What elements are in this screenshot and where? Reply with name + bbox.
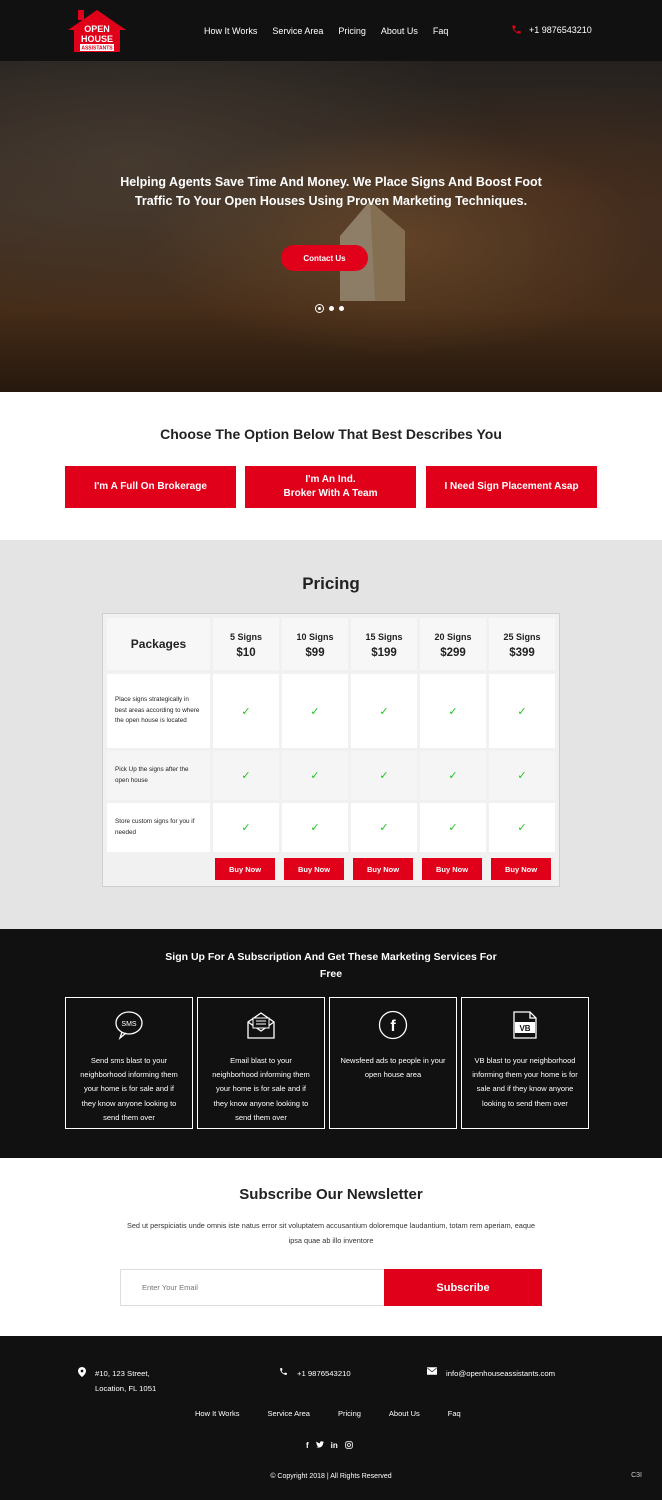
- buy-now-button-3[interactable]: Buy Now: [353, 858, 413, 880]
- footer-email[interactable]: [427, 1366, 555, 1381]
- header-phone-number: +1 9876543210: [529, 24, 592, 35]
- main-nav: [204, 0, 463, 61]
- hero-headline: Helping Agents Save Time And Money. We Place Signs And Boost Foot Traffic To Your Open Houses Using Proven Marketing Techniques.: [120, 175, 542, 208]
- check-icon: ✓: [517, 822, 527, 834]
- plan-signs: 20 Signs: [434, 632, 472, 642]
- newsletter-subtitle: Sed ut perspiciatis unde omnis iste natus error sit voluptatem accusantium doloremque laudantium, totam rem aperiam, eaque ipsa quae ab illo inventore: [126, 1221, 536, 1245]
- plan-price: $299: [440, 647, 466, 659]
- plan-signs: 5 Signs: [229, 632, 262, 642]
- slider-dot-1[interactable]: [315, 304, 324, 313]
- option-broker-team-button[interactable]: I'm An Ind. Broker With A Team: [245, 466, 416, 508]
- plan-header-1: [213, 618, 279, 670]
- feature-row-2: [107, 751, 210, 800]
- svg-text:VB: VB: [519, 1024, 531, 1033]
- nav-faq[interactable]: Faq: [432, 25, 449, 36]
- nav-how-it-works[interactable]: How It Works: [204, 25, 258, 36]
- plan-header-2: [282, 618, 348, 670]
- service-text: Email blast to your neighborhood informing them your home is for sale and if they know anyone looking to send them over: [212, 1056, 310, 1122]
- linkedin-icon[interactable]: in: [330, 1441, 338, 1450]
- service-card-vb: [461, 997, 589, 1129]
- slider-dot-2[interactable]: [329, 306, 334, 311]
- options-title: Choose The Option Below That Best Describes You: [160, 426, 502, 442]
- pricing-title: Pricing: [302, 574, 360, 593]
- feature-row-1: [107, 674, 210, 748]
- site-footer: [0, 1336, 662, 1500]
- services-title: Sign Up For A Subscription And Get These Marketing Services For Free: [165, 951, 497, 980]
- nav-service-area[interactable]: Service Area: [272, 25, 324, 36]
- feature-row-3: [107, 803, 210, 852]
- service-text: Send sms blast to your neighborhood informing them your home is for sale and if they know anyone looking to send them over: [80, 1056, 178, 1122]
- check-icon: ✓: [379, 705, 389, 718]
- plan-signs: 25 Signs: [503, 632, 541, 642]
- email-input[interactable]: [120, 1269, 385, 1306]
- envelope-icon: [427, 1367, 437, 1375]
- logo-text-open: OPEN: [84, 24, 110, 34]
- contact-us-button[interactable]: Contact Us: [281, 245, 368, 271]
- footer-nav-service-area[interactable]: Service Area: [267, 1409, 310, 1418]
- svg-text:SMS: SMS: [121, 1021, 137, 1028]
- check-icon: ✓: [517, 705, 527, 718]
- check-icon: ✓: [241, 822, 251, 834]
- logo-text-assistants: ASSISTANTS: [81, 45, 113, 52]
- packages-header: Packages: [107, 618, 210, 670]
- instagram-icon[interactable]: [345, 1441, 353, 1451]
- plan-price: $199: [371, 647, 397, 659]
- check-icon: ✓: [448, 770, 458, 782]
- email-icon: [246, 1010, 276, 1040]
- vb-icon: [510, 1010, 540, 1040]
- pricing-section: [0, 540, 662, 929]
- plan-price: $10: [236, 647, 256, 659]
- buy-now-button-5[interactable]: Buy Now: [491, 858, 551, 880]
- footer-nav-about-us[interactable]: About Us: [388, 1409, 420, 1418]
- footer-phone-number: +1 9876543210: [297, 1369, 351, 1378]
- footer-nav-pricing[interactable]: Pricing: [337, 1409, 361, 1418]
- check-icon: ✓: [379, 822, 389, 834]
- plan-header-4: [420, 618, 486, 670]
- slider-dots: [315, 304, 349, 313]
- footer-nav: [195, 1409, 489, 1418]
- phone-icon: [279, 1367, 288, 1376]
- site-header: [0, 0, 662, 61]
- logo-text-house: HOUSE: [80, 34, 114, 44]
- service-card-facebook: [329, 997, 457, 1129]
- footer-address-text: #10, 123 Street, Location, FL 1051: [95, 1369, 157, 1393]
- twitter-icon[interactable]: [316, 1441, 324, 1451]
- footer-email-text: info@openhouseassistants.com: [446, 1369, 556, 1378]
- check-icon: ✓: [241, 705, 251, 718]
- svg-text:f: f: [390, 1018, 396, 1035]
- check-icon: ✓: [517, 770, 527, 782]
- plan-header-5: [489, 618, 555, 670]
- check-icon: ✓: [241, 770, 251, 782]
- footer-nav-faq[interactable]: Faq: [447, 1409, 461, 1418]
- nav-about-us[interactable]: About Us: [380, 25, 418, 36]
- feature-label: Pick Up the signs after the open house: [115, 766, 189, 784]
- option-sign-placement-button[interactable]: I Need Sign Placement Asap: [426, 466, 597, 508]
- subscribe-button[interactable]: Subscribe: [384, 1269, 542, 1306]
- check-icon: ✓: [310, 705, 320, 718]
- footer-nav-how-it-works[interactable]: How It Works: [195, 1409, 240, 1418]
- option-brokerage-button[interactable]: I'm A Full On Brokerage: [65, 466, 236, 508]
- header-phone[interactable]: [511, 24, 592, 35]
- plan-signs: 10 Signs: [296, 632, 334, 642]
- copyright: © Copyright 2018 | All Rights Reserved: [270, 1473, 392, 1480]
- check-icon: ✓: [448, 822, 458, 834]
- feature-label: Place signs strategically in best areas according to where the open house is located: [115, 696, 200, 725]
- check-icon: ✓: [310, 770, 320, 782]
- check-icon: ✓: [310, 822, 320, 834]
- buy-now-button-4[interactable]: Buy Now: [422, 858, 482, 880]
- options-section: [0, 392, 662, 540]
- social-links: [306, 1441, 360, 1451]
- phone-icon: [511, 24, 522, 35]
- hero-slider: [0, 61, 662, 392]
- sms-icon: [114, 1010, 144, 1040]
- service-card-sms: [65, 997, 193, 1129]
- plan-signs: 15 Signs: [365, 632, 403, 642]
- facebook-icon[interactable]: f: [306, 1441, 309, 1450]
- service-text: VB blast to your neighborhood informing them your home is for sale and if they know anyone looking to send them over: [472, 1056, 578, 1108]
- pricing-table: [102, 613, 560, 887]
- newsletter-title: Subscribe Our Newsletter: [239, 1186, 423, 1203]
- feature-label: Store custom signs for you if needed: [115, 818, 195, 836]
- nav-pricing[interactable]: Pricing: [338, 25, 366, 36]
- buy-now-button-1[interactable]: Buy Now: [215, 858, 275, 880]
- check-icon: ✓: [379, 770, 389, 782]
- footer-address: [78, 1366, 156, 1396]
- plan-price: $99: [305, 647, 325, 659]
- plan-price: $399: [509, 647, 535, 659]
- services-section: [0, 929, 662, 1158]
- facebook-icon: [378, 1010, 408, 1040]
- location-icon: [78, 1367, 86, 1377]
- logo[interactable]: [66, 8, 128, 54]
- check-icon: ✓: [448, 705, 458, 718]
- slider-dot-3[interactable]: [339, 306, 344, 311]
- service-card-email: [197, 997, 325, 1129]
- newsletter-section: [0, 1158, 662, 1336]
- buy-now-button-2[interactable]: Buy Now: [284, 858, 344, 880]
- badge: C3I: [631, 1472, 642, 1479]
- footer-phone[interactable]: [279, 1366, 351, 1381]
- service-text: Newsfeed ads to people in your open house area: [340, 1056, 446, 1080]
- plan-header-3: [351, 618, 417, 670]
